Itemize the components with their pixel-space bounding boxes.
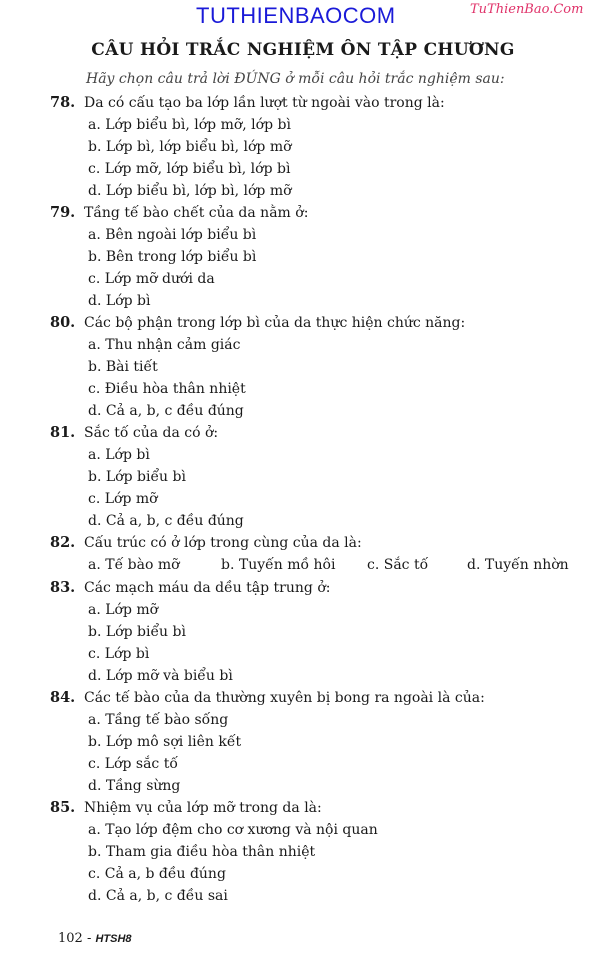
question-number: 78. bbox=[50, 94, 76, 111]
option: a. Lớp mỡ bbox=[88, 602, 159, 618]
option: c. Lớp mỡ bbox=[88, 491, 158, 507]
question bbox=[50, 797, 600, 907]
option: c. Lớp mỡ dưới da bbox=[88, 271, 215, 287]
option: a. Tầng tế bào sống bbox=[88, 712, 229, 728]
option: d. Lớp biểu bì, lớp bì, lớp mỡ bbox=[88, 183, 292, 199]
instruction: Hãy chọn câu trả lời ĐÚNG ở mỗi câu hỏi trắc nghiệm sau: bbox=[86, 71, 505, 87]
question-text: Nhiệm vụ của lớp mỡ trong da là: bbox=[84, 800, 322, 816]
option: c. Lớp mỡ, lớp biểu bì, lớp bì bbox=[88, 161, 291, 177]
option: a. Lớp bì bbox=[88, 447, 150, 463]
question bbox=[50, 532, 600, 577]
question bbox=[50, 687, 600, 797]
option: b. Tham gia điều hòa thân nhiệt bbox=[88, 844, 316, 860]
question bbox=[50, 92, 600, 202]
option: a. Bên ngoài lớp biểu bì bbox=[88, 227, 257, 243]
option: b. Lớp bì, lớp biểu bì, lớp mỡ bbox=[88, 139, 292, 155]
option: c. Lớp bì bbox=[88, 646, 150, 662]
option: a. Lớp biểu bì, lớp mỡ, lớp bì bbox=[88, 117, 291, 133]
option: c. Lớp sắc tố bbox=[88, 756, 178, 772]
option: b. Tuyến mồ hôi bbox=[221, 557, 336, 573]
question-text: Các tế bào của da thường xuyên bị bong ra ngoài là của: bbox=[84, 690, 485, 706]
question-number: 83. bbox=[50, 579, 76, 596]
watermark-main: TUTHIENBAOCOM bbox=[196, 3, 396, 28]
question-list bbox=[50, 92, 600, 907]
question-number: 82. bbox=[50, 534, 76, 551]
question bbox=[50, 312, 600, 422]
question-number: 79. bbox=[50, 204, 76, 221]
question-text: Sắc tố của da có ở: bbox=[84, 425, 219, 441]
option: d. Lớp bì bbox=[88, 293, 151, 309]
option: b. Lớp biểu bì bbox=[88, 469, 186, 485]
option: a. Tạo lớp đệm cho cơ xương và nội quan bbox=[88, 822, 378, 838]
option: a. Tế bào mỡ bbox=[88, 557, 180, 573]
page-footer bbox=[58, 931, 132, 946]
option: d. Tuyến nhờn bbox=[467, 557, 569, 573]
option: c. Sắc tố bbox=[367, 557, 429, 573]
question-number: 85. bbox=[50, 799, 76, 816]
option: d. Cả a, b, c đều đúng bbox=[88, 513, 244, 529]
option: b. Lớp biểu bì bbox=[88, 624, 186, 640]
option: a. Thu nhận cảm giác bbox=[88, 337, 241, 353]
question-number: 80. bbox=[50, 314, 76, 331]
book-code: HTSH8 bbox=[95, 933, 132, 945]
option: b. Bài tiết bbox=[88, 359, 158, 375]
page-title: CÂU HỎI TRẮC NGHIỆM ÔN TẬP CHƯƠNG bbox=[91, 40, 515, 60]
question-text: Cấu trúc có ở lớp trong cùng của da là: bbox=[84, 535, 362, 551]
option: b. Lớp mô sợi liên kết bbox=[88, 734, 242, 750]
option: d. Cả a, b, c đều đúng bbox=[88, 403, 244, 419]
question-number: 81. bbox=[50, 424, 76, 441]
watermark-corner: TuThienBao.Com bbox=[470, 2, 584, 17]
option: b. Bên trong lớp biểu bì bbox=[88, 249, 257, 265]
option: d. Cả a, b, c đều sai bbox=[88, 888, 228, 904]
question bbox=[50, 422, 600, 532]
option: d. Lớp mỡ và biểu bì bbox=[88, 668, 233, 684]
question-text: Các bộ phận trong lớp bì của da thực hiện chức năng: bbox=[84, 315, 466, 331]
question-text: Tầng tế bào chết của da nằm ở: bbox=[84, 205, 309, 221]
question bbox=[50, 202, 600, 312]
question bbox=[50, 577, 600, 687]
option: c. Cả a, b đều đúng bbox=[88, 866, 226, 882]
option: d. Tầng sừng bbox=[88, 778, 181, 794]
question-text: Các mạch máu da dều tập trung ở: bbox=[84, 580, 331, 596]
question-text: Da có cấu tạo ba lớp lần lượt từ ngoài vào trong là: bbox=[84, 95, 445, 111]
question-number: 84. bbox=[50, 689, 76, 706]
page-number: 102 - bbox=[58, 931, 92, 946]
option-row bbox=[50, 554, 600, 577]
option: c. Điều hòa thân nhiệt bbox=[88, 381, 246, 397]
